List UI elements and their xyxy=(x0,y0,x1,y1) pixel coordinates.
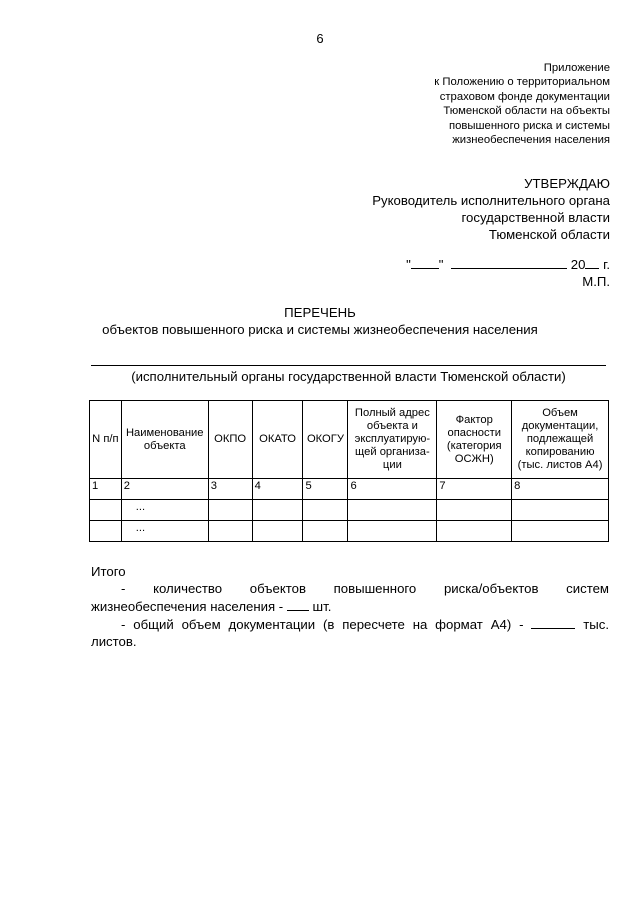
appendix-line: Тюменской области на объекты xyxy=(443,105,610,118)
number-cell: 2 xyxy=(121,479,208,500)
quote-open: " xyxy=(406,257,411,272)
volume-suffix: тыс. xyxy=(575,617,609,632)
number-cell: 7 xyxy=(437,479,512,500)
table-cell xyxy=(252,521,303,542)
year-suffix: г. xyxy=(599,257,610,272)
month-blank xyxy=(451,255,567,269)
page-number: 6 xyxy=(316,31,324,46)
objects-count-suffix: шт. xyxy=(308,599,332,614)
approval-line: государственной власти xyxy=(461,210,610,225)
summary-volume-line1 xyxy=(91,615,609,633)
table-row xyxy=(90,500,609,521)
table-cell xyxy=(512,521,609,542)
day-blank xyxy=(411,255,439,269)
table-number-row xyxy=(90,479,609,500)
table-cell xyxy=(512,500,609,521)
header-cell: Полный адрес объекта и эксплуатирую-щей организа-ции xyxy=(348,401,437,479)
stamp-mark: М.П. xyxy=(582,274,610,289)
table-cell xyxy=(252,500,303,521)
table-header-row xyxy=(90,401,609,479)
number-cell: 3 xyxy=(208,479,252,500)
appendix-line: страховом фонде документации xyxy=(439,90,610,103)
table-cell xyxy=(348,500,437,521)
header-cell: ОКПО xyxy=(208,401,252,479)
approval-heading: УТВЕРЖДАЮ xyxy=(524,176,610,191)
appendix-line: к Положению о территориальном xyxy=(434,76,610,89)
year-prefix: 20 xyxy=(570,257,586,272)
table-cell xyxy=(208,500,252,521)
summary-label: Итого xyxy=(91,564,126,579)
header-cell: Фактор опасности (категория ОСЖН) xyxy=(437,401,512,479)
table-cell xyxy=(90,521,122,542)
table-row xyxy=(90,521,609,542)
approval-line: Тюменской области xyxy=(488,227,610,242)
title-heading: ПЕРЕЧЕНЬ xyxy=(284,305,356,320)
table-cell xyxy=(348,521,437,542)
objects-count-blank xyxy=(287,597,309,611)
summary-objects-count-line1: - количество объектов повышенного риска/объектов систем xyxy=(121,581,609,596)
table-cell xyxy=(90,500,122,521)
table-cell: ... xyxy=(121,500,208,521)
header-cell: Объем документации, подлежащей копированию (тыс. листов А4) xyxy=(512,401,609,479)
table-cell xyxy=(303,521,348,542)
appendix-line: Приложение xyxy=(543,62,610,74)
number-cell: 6 xyxy=(348,479,437,500)
approval-block xyxy=(290,175,610,243)
number-cell: 1 xyxy=(90,479,122,500)
title-subheading: объектов повышенного риска и системы жизнеобеспечения населения xyxy=(102,322,538,337)
table-cell: ... xyxy=(121,521,208,542)
number-cell: 5 xyxy=(303,479,348,500)
table-cell xyxy=(303,500,348,521)
table-cell xyxy=(437,521,512,542)
summary-volume-line2: листов. xyxy=(91,634,137,649)
appendix-line: повышенного риска и системы xyxy=(448,119,610,132)
table-cell xyxy=(437,500,512,521)
header-cell: ОКОГУ xyxy=(303,401,348,479)
approval-line: Руководитель исполнительного органа xyxy=(372,193,610,208)
objects-table xyxy=(89,400,609,542)
number-cell: 4 xyxy=(252,479,303,500)
appendix-line: жизнеобеспечения населения xyxy=(452,134,610,147)
summary-section xyxy=(91,563,609,650)
document-title xyxy=(0,304,640,338)
table-cell xyxy=(208,521,252,542)
org-name-blank xyxy=(91,365,606,366)
header-cell: ОКАТО xyxy=(252,401,303,479)
year-blank xyxy=(585,255,599,269)
number-cell: 8 xyxy=(512,479,609,500)
quote-close: " xyxy=(438,257,444,272)
objects-count-prefix: жизнеобеспечения населения - xyxy=(91,599,287,614)
header-cell: N п/п xyxy=(90,401,122,479)
approval-date xyxy=(290,255,610,290)
volume-blank xyxy=(531,615,575,629)
summary-objects-count-line2 xyxy=(91,597,609,615)
volume-prefix: - общий объем документации (в пересчете на формат А4) - xyxy=(121,617,532,632)
appendix-note xyxy=(350,61,610,147)
header-cell: Наименование объекта xyxy=(121,401,208,479)
org-caption: (исполнительный органы государственной власти Тюменской области) xyxy=(131,369,566,384)
